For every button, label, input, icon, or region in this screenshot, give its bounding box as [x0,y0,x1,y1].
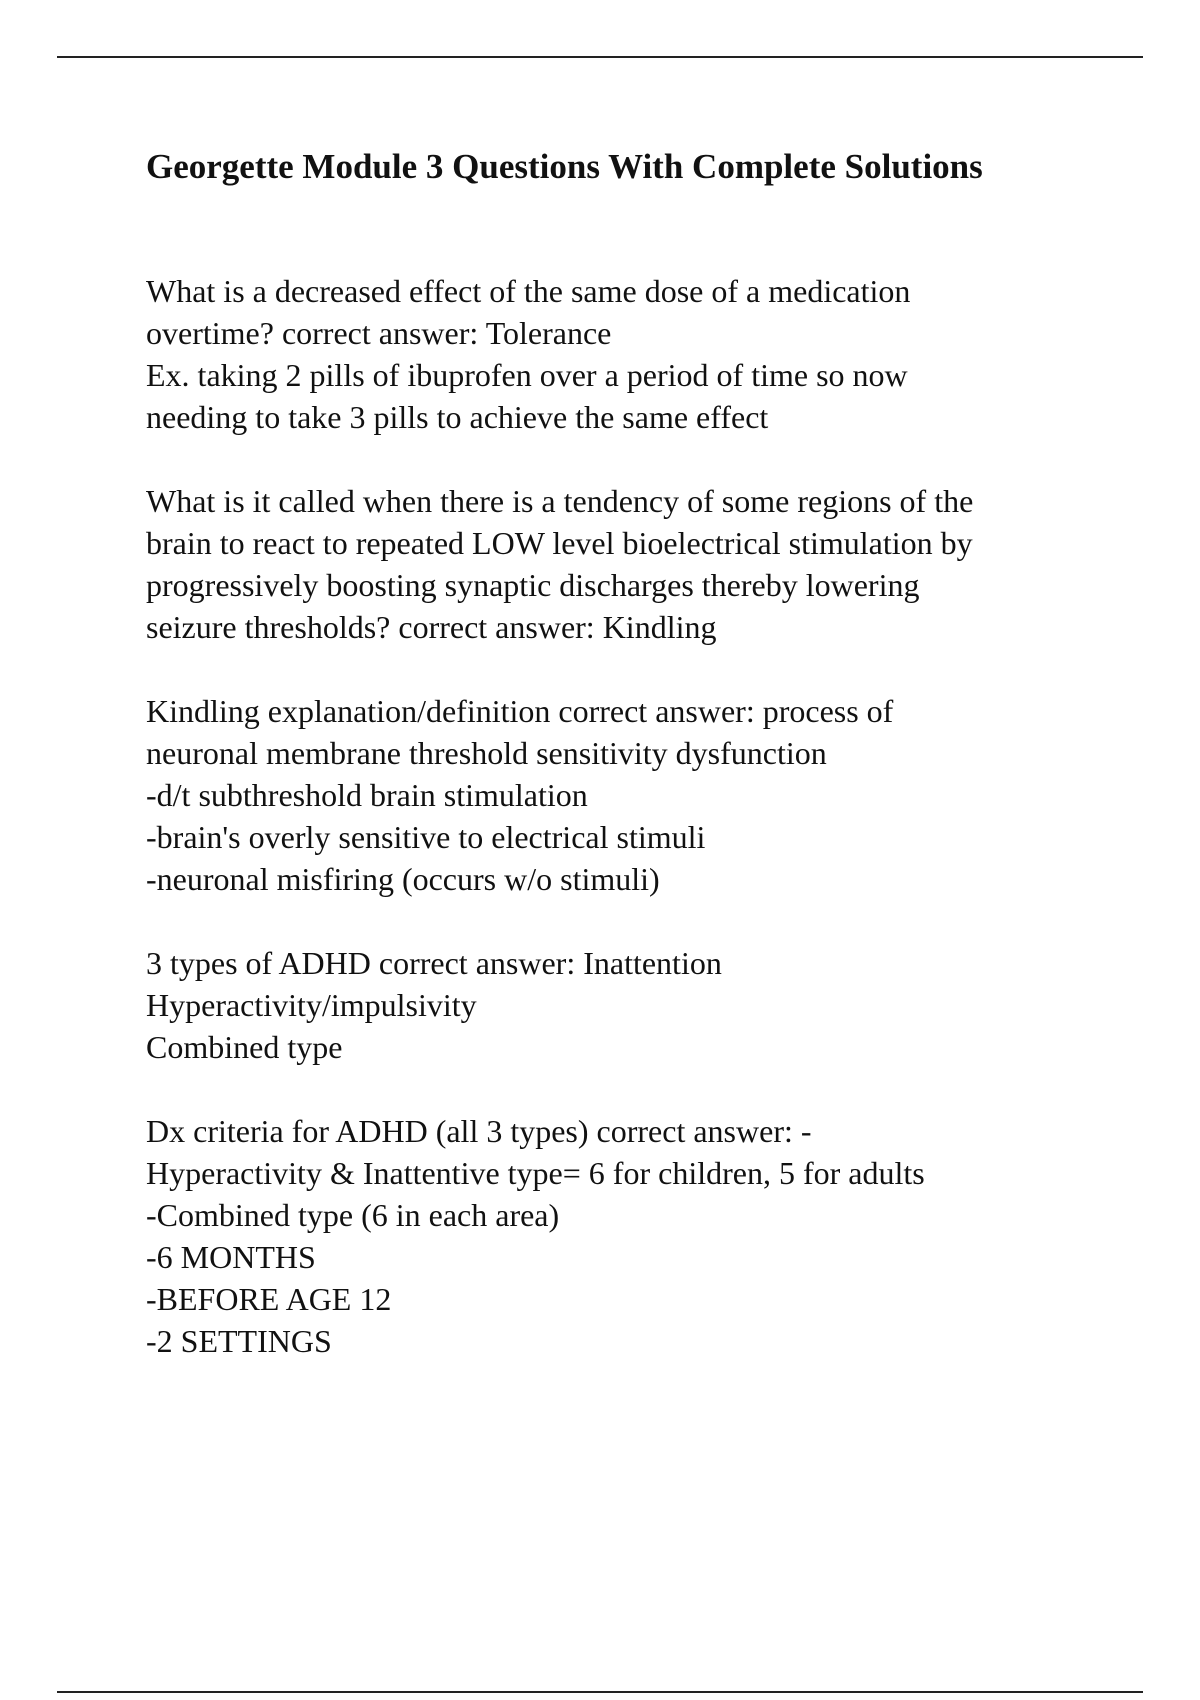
text-line: -d/t subthreshold brain stimulation [146,777,588,813]
text-line: Combined type [146,1029,343,1065]
qa-block-adhd-types [146,942,1146,1068]
text-line: What is it called when there is a tendency of some regions of the [146,483,974,519]
page-title: Georgette Module 3 Questions With Complete Solutions [146,147,983,186]
document-body [146,270,1146,1404]
qa-block-kindling-definition [146,690,1146,900]
header-rule [57,56,1143,58]
qa-block-kindling [146,480,1146,648]
text-line: -BEFORE AGE 12 [146,1281,392,1317]
qa-block-adhd-criteria [146,1110,1146,1362]
text-line: Dx criteria for ADHD (all 3 types) correct answer: - [146,1113,812,1149]
text-line: Hyperactivity & Inattentive type= 6 for children, 5 for adults [146,1155,925,1191]
text-line: -Combined type (6 in each area) [146,1197,560,1233]
text-line: Kindling explanation/definition correct answer: process of [146,693,894,729]
text-line: What is a decreased effect of the same dose of a medication [146,273,911,309]
qa-block-tolerance [146,270,1146,438]
text-line: -neuronal misfiring (occurs w/o stimuli) [146,861,660,897]
text-line: 3 types of ADHD correct answer: Inattention [146,945,722,981]
text-line: needing to take 3 pills to achieve the same effect [146,399,769,435]
text-line: neuronal membrane threshold sensitivity dysfunction [146,735,827,771]
text-line: Hyperactivity/impulsivity [146,987,477,1023]
text-line: progressively boosting synaptic discharges thereby lowering [146,567,920,603]
text-line: -2 SETTINGS [146,1323,332,1359]
text-line: -6 MONTHS [146,1239,316,1275]
text-line: brain to react to repeated LOW level bioelectrical stimulation by [146,525,973,561]
text-line: overtime? correct answer: Tolerance [146,315,612,351]
text-line: Ex. taking 2 pills of ibuprofen over a period of time so now [146,357,908,393]
text-line: -brain's overly sensitive to electrical stimuli [146,819,706,855]
text-line: seizure thresholds? correct answer: Kindling [146,609,717,645]
footer-rule [57,1691,1143,1693]
